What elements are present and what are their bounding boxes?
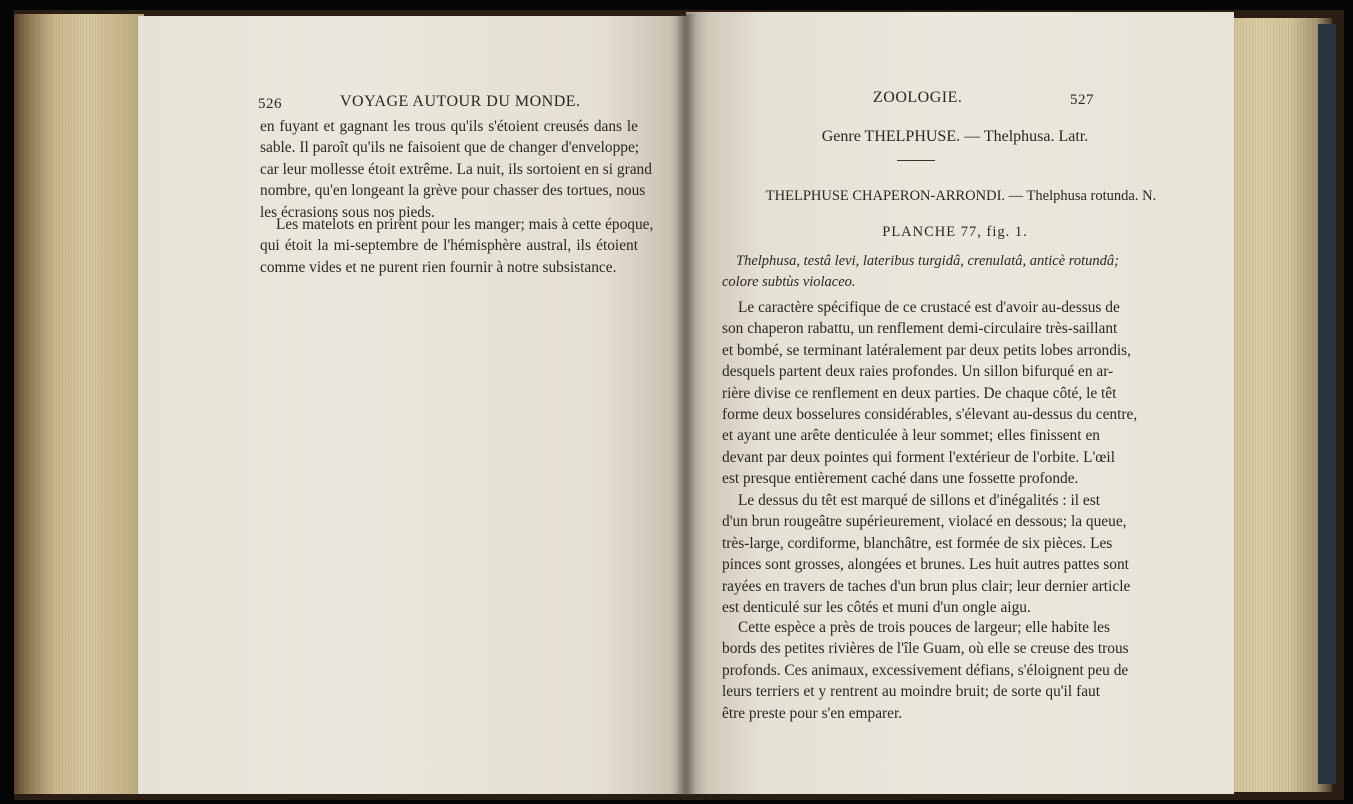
text-line: et bombé, se terminant latéralement par deux petits lobes arrondis, [722,341,1132,359]
text-line: Cette espèce a près de trois pouces de largeur; elle habite les [738,619,1110,636]
text-line: profonds. Ces animaux, excessivement défians, s'éloignent peu de [722,661,1129,679]
right-page-number: 527 [1070,92,1094,108]
text-line: Les matelots en prirent pour les manger; mais à cette époque, [276,216,654,233]
text-line: leurs terriers et y rentrent au moindre bruit; de sorte qu'il faut [722,683,1100,701]
text-line: rière divise ce renflement en deux parties. De chaque côté, le têt [722,384,1117,402]
right-paragraph-3 [722,617,1129,724]
text-line: d'un brun rougeâtre supérieurement, violacé en dessous; la queue, [722,513,1127,531]
text-line: son chaperon rabattu, un renflement demi-circulaire très-saillant [722,320,1118,338]
latin-diagnosis [722,251,1120,294]
left-paragraph-1 [260,116,652,223]
text-line: forme deux bosselures considérables, s'élevant au-dessus du centre, [722,405,1138,423]
right-running-head: ZOOLOGIE. [873,89,963,106]
text-line: sable. Il paroît qu'ils ne faisoient que de changer d'enveloppe; [260,139,640,157]
text-line: très-large, cordiforme, blanchâtre, est formée de six pièces. Les [722,534,1113,552]
section-divider [897,160,935,161]
text-line: Le dessus du têt est marqué de sillons et d'inégalités : il est [738,492,1100,509]
text-line: rayées en travers de taches d'un brun plus clair; leur dernier article [722,577,1131,595]
text-line: qui étoit la mi-septembre de l'hémisphère austral, ils étoient [260,237,638,255]
book-gutter [676,14,696,796]
text-line: est presque entièrement caché dans une fossette profonde. [722,470,1079,488]
text-line: comme vides et ne purent rien fournir à notre subsistance. [260,258,617,276]
text-line: colore subtùs violaceo. [722,274,856,291]
text-line: pinces sont grosses, alongées et brunes. Les huit autres pattes sont [722,556,1129,574]
text-line: car leur mollesse étoit extrême. La nuit, ils sortoient en si grand [260,160,652,178]
right-page-stack-edge [1228,18,1332,792]
text-line: être preste pour s'en emparer. [722,704,903,722]
text-line: les écrasions sous nos pieds. [260,203,435,221]
text-line: desquels partent deux raies profondes. Un sillon bifurqué en ar- [722,363,1114,381]
text-line: bords des petites rivières de l'île Guam, où elle se creuse des trous [722,640,1129,658]
right-paragraph-2 [722,490,1131,618]
left-page-stack-edge [14,14,144,794]
text-line: devant par deux pointes qui forment l'extérieur de l'orbite. L'œil [722,448,1115,466]
species-title: THELPHUSE CHAPERON-ARRONDI. — Thelphusa rotunda. N. [765,188,1157,204]
book-cover-edge [1318,24,1336,784]
text-line: Le caractère spécifique de ce crustacé est d'avoir au-dessus de [738,299,1120,316]
left-running-head: VOYAGE AUTOUR DU MONDE. [340,93,581,110]
text-line: et ayant une arête denticulée à leur sommet; elles finissent en [722,427,1100,445]
left-paragraph-2 [260,214,654,278]
text-line: Thelphusa, testâ levi, lateribus turgidâ, crenulatâ, anticè rotundâ; [736,253,1120,269]
genus-title: Genre THELPHUSE. — Thelphusa. Latr. [821,128,1089,145]
text-line: nombre, qu'en longeant la grève pour chasser des tortues, nous [260,182,646,200]
plate-reference: PLANCHE 77, fig. 1. [882,224,1028,240]
text-line: en fuyant et gagnant les trous qu'ils s'étoient creusés dans le [260,118,638,135]
right-paragraph-1 [722,297,1138,490]
text-line: est denticulé sur les côtés et muni d'un ongle aigu. [722,598,1031,616]
left-page-number: 526 [258,96,282,112]
